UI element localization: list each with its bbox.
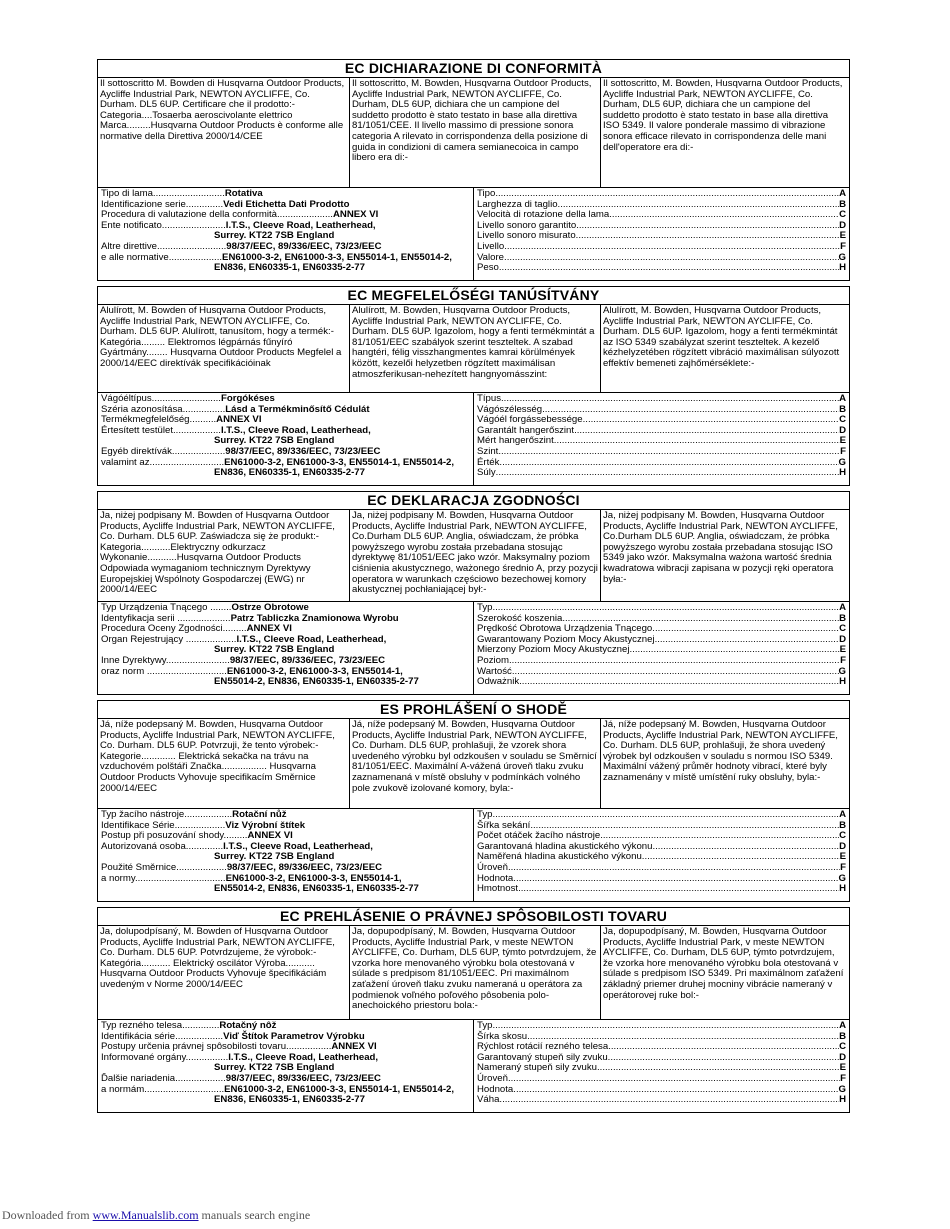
section-title: EC DICHIARAZIONE DI CONFORMITÀ: [98, 60, 849, 78]
spec-value: ANNEX VI: [332, 209, 379, 221]
param-letter: B: [839, 1030, 846, 1042]
leader-dots: [609, 210, 839, 221]
spec-value: Surrey. KT22 7SB England: [214, 644, 335, 656]
spec-key: e alle normative....................: [101, 251, 223, 263]
spec-key: oraz norm ..............................: [101, 665, 227, 677]
spec-row: [101, 863, 470, 874]
param-row: [477, 667, 846, 678]
spec-value: EN61000-3-2, EN61000-3-3, EN55014-1, EN55014-2,: [222, 251, 452, 263]
param-name: Garantovaná hladina akustického výkonu: [477, 840, 653, 852]
spec-row: [101, 189, 470, 200]
param-list: [473, 1020, 849, 1112]
vibration-statement: Il sottoscritto, M. Bowden, Husqvarna Outdoor Products, Aycliffe Industrial Park, NEWTON AYCLIFFE, Co. Durham, DL5 6UP, dichiara che un campione del suddetto prodotto è stato testato in base alla direttiva ISO 5349. Il valore ponderale massimo di vibrazione sonora efficace rilevato in corrispondenza delle mani dell'operatore era di:-: [600, 78, 849, 187]
leader-dots: [504, 253, 839, 264]
spec-row: [101, 677, 470, 688]
leader-dots: [608, 1053, 839, 1064]
spec-key: Értesített testület..................: [101, 424, 221, 436]
param-row: [477, 189, 846, 200]
param-name: Mierzony Poziom Mocy Akustycznej: [477, 644, 630, 656]
spec-key: Tipo di lama...........................: [101, 188, 225, 199]
param-name: Érték: [477, 456, 500, 468]
spec-key: Inne Dyrektywy........................: [101, 654, 230, 666]
spec-key: Identyfikacja serii ....................: [101, 612, 231, 624]
param-name: Odważnik: [477, 676, 520, 688]
leader-dots: [518, 884, 839, 895]
param-name: Livello sonoro misurato: [477, 230, 576, 242]
leader-dots: [504, 242, 840, 253]
param-letter: F: [840, 654, 846, 666]
spec-value: Lásd a Termékminősítő Cédulát: [225, 403, 370, 415]
section-title: EC DEKLARACJA ZGODNOŚCI: [98, 492, 849, 510]
param-row: [477, 394, 846, 405]
param-name: Typ: [477, 809, 493, 820]
spec-list: [98, 809, 473, 901]
vibration-statement: Alulírott, M. Bowden, Husqvarna Outdoor Products, Aycliffe Industrial Park, NEWTON AYCLIFFE, Co. Durham. DL5 6UP. Igazolom, hogy a fenti termékmintát az ISO 5349 szabályzat szerint teszteltek. A kezelő kézhelyzetében rögzített vibráció maximálisan súlyozott effektív bemeneti zajhőmérséklete:-: [600, 305, 849, 392]
param-name: Typ: [477, 1020, 493, 1031]
param-letter: F: [840, 861, 846, 873]
spec-value: Rotační nůž: [232, 809, 287, 820]
declaration-page: [97, 59, 850, 1118]
param-row: [477, 263, 846, 274]
param-row: [477, 1085, 846, 1096]
param-row: [477, 447, 846, 458]
spec-value: 98/37/EEC, 89/336/EEC, 73/23/EEC: [226, 240, 382, 252]
leader-dots: [492, 1021, 839, 1032]
param-letter: E: [839, 644, 846, 656]
spec-row: [101, 810, 470, 821]
spec-key: Ďalšie nariadenia...................: [101, 1072, 226, 1084]
spec-row: [101, 242, 470, 253]
param-row: [477, 242, 846, 253]
spec-key: Vágóéltípus..........................: [101, 393, 221, 404]
param-name: Wartość: [477, 665, 512, 677]
param-row: [477, 852, 846, 863]
param-row: [477, 874, 846, 885]
param-row: [477, 1021, 846, 1032]
param-letter: H: [839, 1094, 846, 1106]
param-name: Tipo: [477, 188, 496, 199]
param-letter: E: [839, 1062, 846, 1074]
spec-row: [101, 603, 470, 614]
leader-dots: [652, 842, 839, 853]
spec-key: Typ Urządzenia Tnącego ........: [101, 602, 232, 613]
spec-value: ANNEX VI: [331, 1041, 377, 1053]
param-letter: B: [839, 819, 846, 831]
param-name: Váha: [477, 1094, 500, 1106]
leader-dots: [554, 436, 840, 447]
spec-value: I.T.S., Cleeve Road, Leatherhead,: [225, 219, 376, 231]
param-row: [477, 436, 846, 447]
param-name: Hodnota: [477, 1083, 514, 1095]
param-row: [477, 677, 846, 688]
spec-key: Egyéb direktívák....................: [101, 445, 226, 457]
declaration-statements: [98, 78, 849, 188]
leader-dots: [499, 458, 838, 469]
param-name: Úroveň: [477, 861, 508, 873]
spec-key: a normy..................................: [101, 872, 226, 884]
conformity-statement: Já, níže podepsaný M. Bowden, Husqvarna Outdoor Products, Aycliffe Industrial Park, NEWTON AYCLIFFE, Co. Durham. DL5 6UP. Potvrzuji, že tento výrobek:- Kategorie............. Elektrická sekačka na trávu na vzduchovém polštáři Značka................. Husqvarna Outdoor Products Vyhovuje specifikacím Směrnice 2000/14/EEC: [100, 719, 335, 794]
noise-statement: Ja, niżej podpisany M. Bowden, Husqvarna Outdoor Products, Aycliffe Industrial Park, NEWTON AYCLIFFE, Co.Durham DL5 6UP. Anglia, oświadczam, że próbka powyższego wyrobu została przebadana stosując dyrektywę 81/1051/EEC jako wzór. Maksymalny poziom ciśnienia akustycznego, ważonego średnio A, przy pozycji operatora w warunkach częściowo bezechowej komory akustycznej pochłaniającej był:-: [349, 510, 600, 601]
spec-row: [101, 1021, 470, 1032]
param-row: [477, 1095, 846, 1106]
leader-dots: [508, 1074, 840, 1085]
spec-row: [101, 1074, 470, 1085]
spec-value: I.T.S., Cleeve Road, Leatherhead,: [228, 1051, 379, 1063]
param-letter: D: [839, 840, 846, 852]
spec-row: [101, 394, 470, 405]
noise-statement: Já, níže podepsaný M. Bowden, Husqvarna Outdoor Products, Aycliffe Industrial Park, NEWTON AYCLIFFE, Co. Durham. DL5 6UP, prohlašuji, že vzorek shora uvedeného výrobku byl odzkoušen v souladu se Směrnicí 81/1051/EEC. Maximální A-vážená úroveň tlaku zvuku zaznamenaná v místě obsluhy v podmínkách volného pole zvukově izolované komory, byla:-: [349, 719, 600, 808]
spec-row: [101, 447, 470, 458]
vibration-statement: Ja, dopupodpísaný, M. Bowden, Husqvarna Outdoor Products, Aycliffe Industrial Park, v meste NEWTON AYCLIFFE, Co. Durham, DL5 6UP, týmto potvrdzujem, že vzorka hore menovaného výrobku bola otestovaná v súlade s predpisom ISO 5349. Pri maximálnom zaťažení základný priemer druhej mocniny vibrácie nameraný v operátorovej ruke bol:-: [600, 926, 849, 1019]
param-letter: D: [839, 633, 846, 645]
spec-key: Procedura Oceny Zgodności.........: [101, 623, 247, 635]
spec-key: Identifikácia série..................: [101, 1030, 224, 1042]
spec-value: Patrz Tabliczka Znamionowa Wyrobu: [230, 612, 399, 624]
param-name: Velocità di rotazione della lama: [477, 209, 610, 221]
declaration-section-italian: [97, 59, 850, 281]
param-name: Počet otáček žacího nástroje: [477, 830, 601, 842]
param-name: Mért hangerőszint: [477, 435, 554, 447]
param-name: Hmotnost: [477, 883, 519, 895]
spec-value: EN836, EN60335-1, EN60335-2-77: [214, 467, 365, 479]
leader-dots: [498, 447, 840, 458]
spec-key: Typ žacího nástroje..................: [101, 809, 233, 820]
param-name: Gwarantowany Poziom Mocy Akustycznej: [477, 633, 655, 645]
spec-value: 98/37/EEC, 89/336/EEC, 73/23/EEC: [229, 654, 386, 666]
leader-dots: [495, 189, 839, 200]
param-row: [477, 810, 846, 821]
spec-value: EN55014-2, EN836, EN60335-1, EN60335-2-77: [214, 883, 419, 895]
param-letter: B: [839, 403, 846, 415]
footer-suffix: manuals search engine: [198, 1208, 311, 1222]
spec-list: [98, 393, 473, 485]
leader-dots: [655, 635, 840, 646]
leader-dots: [576, 221, 839, 232]
param-letter: C: [839, 1041, 846, 1053]
spec-value: Surrey. KT22 7SB England: [214, 230, 335, 242]
param-name: Valore: [477, 251, 505, 263]
param-letter: H: [839, 467, 846, 479]
leader-dots: [501, 394, 839, 405]
param-letter: F: [840, 240, 846, 252]
spec-key: Informované orgány................: [101, 1051, 229, 1063]
spec-value: EN61000-3-2, EN61000-3-3, EN55014-1,: [225, 872, 402, 884]
spec-value: 98/37/EEC, 89/336/EEC, 73/23/EEC: [225, 1072, 381, 1084]
spec-value: 98/37/EEC, 89/336/EEC, 73/23/EEC: [225, 445, 381, 457]
param-list: [473, 393, 849, 485]
param-name: Livello sonoro garantito: [477, 219, 577, 231]
spec-and-params: [98, 602, 849, 694]
param-row: [477, 1074, 846, 1085]
param-row: [477, 468, 846, 479]
declaration-section-hungarian: [97, 286, 850, 486]
param-list: [473, 809, 849, 901]
spec-value: I.T.S., Cleeve Road, Leatherhead,: [223, 840, 373, 852]
param-name: Prędkość Obrotowa Urządzenia Tnącego: [477, 623, 653, 635]
conformity-statement: Ja, dolupodpísaný, M. Bowden of Husqvarna Outdoor Products, Aycliffe Industrial Park, NEWTON AYCLIFFE, Co. Durham. DL5 6UP. Potvrdzujeme, že výrobok:- Kategória........... Elektrický oscilátor Výroba........... Husqvarna Outdoor Products Vyhovuje špecifikáciám uvedeným v Norme 2000/14/EEC: [100, 926, 335, 990]
leader-dots: [509, 656, 840, 667]
param-letter: C: [839, 209, 846, 221]
param-name: Nameraný stupeň sily zvuku: [477, 1062, 597, 1074]
leader-dots: [652, 624, 839, 635]
spec-value: EN836, EN60335-1, EN60335-2-77: [214, 262, 365, 274]
param-letter: D: [839, 219, 846, 231]
spec-row: [101, 263, 470, 274]
leader-dots: [499, 1095, 839, 1106]
spec-key: Postup při posuzování shody.........: [101, 830, 248, 842]
spec-list: [98, 602, 473, 694]
spec-value: ANNEX VI: [216, 414, 262, 426]
spec-key: Autorizovaná osoba..............: [101, 840, 224, 852]
leader-dots: [629, 645, 839, 656]
param-letter: G: [838, 665, 846, 677]
spec-key: Organ Rejestrujący ...................: [101, 633, 237, 645]
spec-list: [98, 1020, 473, 1112]
spec-value: Forgókéses: [220, 393, 275, 404]
spec-key: Termékmegfelelőség..........: [101, 414, 217, 426]
spec-and-params: [98, 188, 849, 280]
declaration-statements: [98, 926, 849, 1020]
param-letter: F: [840, 1072, 846, 1084]
param-list: [473, 188, 849, 280]
manualslib-link[interactable]: www.Manualslib.com: [92, 1208, 199, 1222]
spec-row: [101, 468, 470, 479]
param-name: Garantált hangerőszint: [477, 424, 575, 436]
leader-dots: [499, 263, 839, 274]
spec-value: ANNEX VI: [247, 830, 293, 842]
param-name: Typ: [477, 602, 493, 613]
param-letter: A: [839, 809, 846, 820]
param-name: Típus: [477, 393, 501, 404]
spec-key: Postupy určenia právnej spôsobilosti tovaru.................: [101, 1041, 332, 1053]
download-footer: [2, 1208, 310, 1223]
vibration-statement: Ja, niżej podpisany M. Bowden, Husqvarna Outdoor Products, Aycliffe Industrial Park, NEWTON AYCLIFFE, Co.Durham DL5 6UP. Anglia, oświadczam, że próbka powyższego wyrobu została przebadana stosując ISO 5349 jako wzór. Maksymalna ważona wartość średnia kwadratowa wibracji zapisana w pozycji ręki operatora była:-: [600, 510, 849, 601]
spec-value: EN61000-3-2, EN61000-3-3, EN55014-1, EN55014-2,: [224, 1083, 455, 1095]
spec-key: Typ rezného telesa..............: [101, 1020, 220, 1031]
spec-key: Použité Směrnice...................: [101, 861, 227, 873]
vibration-statement: Já, níže podepsaný M. Bowden, Husqvarna Outdoor Products, Aycliffe Industrial Park, NEWTON AYCLIFFE, Co. Durham. DL5 6UP, prohlašuji, že shora uvedený výrobek byl odzkoušen v souladu s normou ISO 5349. Maximální vážený průměr hodnoty vibrací, které byly zaznamenány v místě umístění ruky obsluhy, byla:-: [600, 719, 849, 808]
spec-value: Viď Štítok Parametrov Výrobku: [223, 1030, 365, 1042]
param-letter: D: [839, 1051, 846, 1063]
param-name: Naměřená hladina akustického výkonu: [477, 851, 642, 863]
noise-statement: Ja, dopupodpísaný, M. Bowden, Husqvarna Outdoor Products, Aycliffe Industrial Park, v meste NEWTON AYCLIFFE, Co. Durham, DL5 6UP, týmto potvrdzujem, že vzorka hore menovaného výrobku bola otestovaná v súlade s predpisom 81/1051/EEC. Pri maximálnom zaťažení úroveň tlaku zvuku nameraná u operátora za podmienok voľného poľového pôsobenia polo-anechoického priestoru bola:-: [349, 926, 600, 1019]
param-letter: G: [838, 872, 846, 884]
leader-dots: [519, 677, 839, 688]
spec-value: EN836, EN60335-1, EN60335-2-77: [214, 1094, 365, 1106]
spec-value: EN61000-3-2, EN61000-3-3, EN55014-1, EN55014-2,: [224, 456, 455, 468]
param-letter: B: [839, 612, 846, 624]
leader-dots: [542, 405, 839, 416]
spec-row: [101, 1095, 470, 1106]
param-row: [477, 458, 846, 469]
spec-value: EN61000-3-2, EN61000-3-3, EN55014-1,: [226, 665, 403, 677]
param-name: Livello: [477, 240, 505, 252]
param-name: Szint: [477, 445, 499, 457]
param-row: [477, 603, 846, 614]
declaration-section-slovak: [97, 907, 850, 1113]
leader-dots: [496, 468, 839, 479]
param-name: Šírka skosu: [477, 1030, 528, 1042]
param-row: [477, 656, 846, 667]
param-name: Szerokość koszenia: [477, 612, 563, 624]
param-letter: C: [839, 830, 846, 842]
param-letter: E: [839, 435, 846, 447]
conformity-statement: Ja, niżej podpisany M. Bowden of Husqvarna Outdoor Products, Aycliffe Industrial Park, NEWTON AYCLIFFE, Co. Durham. DL5 6UP. Zaświadcza się że produkt:- Kategoria...........Elektryczny odkurzacz Wykonanie...........Husqvarna Outdoor Products Odpowiada wymaganiom technicznym Dyrektywy Europejskiej Wspólnoty Gospodarczej (EWG) nr 2000/14/EEC: [100, 510, 335, 596]
declaration-statements: [98, 305, 849, 393]
spec-key: Procedura di valutazione della conformità.....................: [101, 209, 333, 221]
spec-value: Rotačný nôž: [219, 1020, 277, 1031]
param-letter: C: [839, 623, 846, 635]
param-letter: A: [839, 1020, 846, 1031]
spec-value: EN55014-2, EN836, EN60335-1, EN60335-2-77: [214, 676, 419, 688]
param-letter: G: [838, 1083, 846, 1095]
param-list: [473, 602, 849, 694]
param-row: [477, 863, 846, 874]
param-row: [477, 1063, 846, 1074]
param-letter: E: [839, 230, 846, 242]
param-name: Vágószélesség: [477, 403, 543, 415]
spec-row: [101, 656, 470, 667]
param-letter: E: [839, 851, 846, 863]
spec-value: Surrey. KT22 7SB England: [214, 1062, 335, 1074]
spec-and-params: [98, 1020, 849, 1112]
param-letter: A: [839, 188, 846, 199]
param-letter: A: [839, 602, 846, 613]
spec-key: valamint az............................: [101, 456, 225, 468]
param-letter: F: [840, 445, 846, 457]
spec-value: 98/37/EEC, 89/336/EEC, 73/23/EEC: [226, 861, 383, 873]
spec-value: Ostrze Obrotowe: [231, 602, 309, 613]
param-letter: A: [839, 393, 846, 404]
section-title: ES PROHLÁŠENÍ O SHODĚ: [98, 701, 849, 719]
param-row: [477, 253, 846, 264]
declaration-section-polish: [97, 491, 850, 695]
leader-dots: [513, 874, 838, 885]
spec-key: Altre direttive..........................: [101, 240, 227, 252]
leader-dots: [583, 415, 839, 426]
leader-dots: [492, 810, 839, 821]
spec-list: [98, 188, 473, 280]
spec-value: Surrey. KT22 7SB England: [214, 851, 335, 863]
spec-value: ANNEX VI: [246, 623, 292, 635]
param-name: Rýchlost rotácií rezného telesa: [477, 1041, 609, 1053]
leader-dots: [597, 1063, 840, 1074]
leader-dots: [512, 667, 839, 678]
param-letter: H: [839, 883, 846, 895]
param-name: Garantovaný stupeň sily zvuku: [477, 1051, 608, 1063]
spec-and-params: [98, 393, 849, 485]
param-letter: H: [839, 262, 846, 274]
param-name: Úroveň: [477, 1072, 508, 1084]
spec-value: I.T.S., Cleeve Road, Leatherhead,: [236, 633, 387, 645]
param-name: Peso: [477, 262, 499, 274]
param-name: Šířka sekání: [477, 819, 531, 831]
leader-dots: [574, 426, 839, 437]
section-title: EC PREHLÁSENIE O PRÁVNEJ SPÔSOBILOSTI TOVARU: [98, 908, 849, 926]
param-name: Vágóél forgássebessége: [477, 414, 583, 426]
param-letter: B: [839, 198, 846, 210]
param-name: Súly: [477, 467, 496, 479]
spec-key: Ente notificato........................: [101, 219, 226, 231]
param-name: Larghezza di taglio: [477, 198, 558, 210]
spec-key: a normám..............................: [101, 1083, 225, 1095]
param-letter: G: [838, 251, 846, 263]
param-row: [477, 645, 846, 656]
param-name: Poziom: [477, 654, 509, 666]
param-letter: G: [838, 456, 846, 468]
footer-prefix: Downloaded from: [2, 1208, 93, 1222]
spec-value: I.T.S., Cleeve Road, Leatherhead,: [220, 424, 371, 436]
spec-value: Rotativa: [224, 188, 263, 199]
spec-key: Identifikace Série...................: [101, 819, 226, 831]
param-row: [477, 231, 846, 242]
spec-value: Vedi Etichetta Dati Prodotto: [223, 198, 350, 210]
param-letter: H: [839, 676, 846, 688]
section-title: EC MEGFELELŐSÉGI TANÚSÍTVÁNY: [98, 287, 849, 305]
noise-statement: Alulírott, M. Bowden, Husqvarna Outdoor Products, Aycliffe Industrial Park, NEWTON AYCLIFFE, Co. Durham. DL5 6UP. Igazolom, hogy a fenti termékmintát a 81/1051/EEC szabályok szerint teszteltek. A szabad hangtéri, félig visszhangmentes kamrai körülmények között, kezelői helyzetben rögzített maximálisan atmoszferikusan-nehezített hangnyomásszint:: [349, 305, 600, 392]
spec-and-params: [98, 809, 849, 901]
conformity-statement: Il sottoscritto M. Bowden di Husqvarna Outdoor Products, Aycliffe Industrial Park, NEWTON AYCLIFFE, Co. Durham. DL5 6UP. Certificare che il prodotto:- Categoria....Tosaerba aeroscivolante elettrico Marca.........Husqvarna Outdoor Products è conforme alle normative della Direttiva 2000/14/CEE: [100, 78, 345, 142]
declaration-statements: [98, 719, 849, 809]
spec-value: Viz Výrobní štítek: [225, 819, 306, 831]
spec-row: [101, 884, 470, 895]
leader-dots: [492, 603, 839, 614]
noise-statement: Il sottoscritto, M. Bowden, Husqvarna Outdoor Products, Aycliffe Industrial Park, NEWTON AYCLIFFE, Co. Durham, DL5 6UP, dichiara che un campione del suddetto prodotto è stato testato in base alla direttiva 81/1051/CEE. Il livello massimo di pressione sonora categoria A rilevato in corrispondenza della posizione di guida in condizioni di camera semianecoica in campo libero era di:-: [349, 78, 600, 187]
declaration-statements: [98, 510, 849, 602]
param-letter: D: [839, 424, 846, 436]
leader-dots: [508, 863, 840, 874]
param-letter: C: [839, 414, 846, 426]
leader-dots: [608, 1042, 839, 1053]
spec-key: Identificazione serie..............: [101, 198, 224, 210]
spec-key: Széria azonosítása................: [101, 403, 226, 415]
leader-dots: [513, 1085, 838, 1096]
leader-dots: [642, 852, 840, 863]
spec-value: Surrey. KT22 7SB England: [214, 435, 335, 447]
param-name: Hodnota: [477, 872, 514, 884]
declaration-section-czech: [97, 700, 850, 902]
conformity-statement: Alulírott, M. Bowden of Husqvarna Outdoor Products, Aycliffe Industrial Park, NEWTON AYCLIFFE, Co. Durham. DL5 6UP. Alulírott, tanusítom, hogy a termék:- Kategória......... Elektromos légpárnás fűnyíró Gyártmány........ Husqvarna Outdoor Products Megfelel a 2000/14/EEC direktívák specifikációinak: [100, 305, 342, 369]
leader-dots: [576, 231, 840, 242]
param-row: [477, 884, 846, 895]
